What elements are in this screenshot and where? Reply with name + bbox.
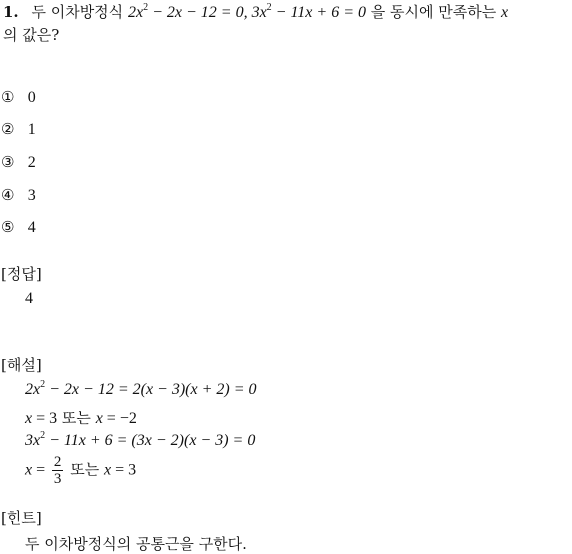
question-equations: $2x^2 - 2x - 12 = 0$, $3x^2 - 11x + 6 = 0$ <box>127 2 366 21</box>
option-1-marker: ① <box>1 88 15 106</box>
hint-label: [힌트] <box>1 509 42 527</box>
explanation-root-2: x = −2 <box>95 410 137 427</box>
option-1-value: 0 <box>27 89 36 106</box>
option-3-value: 2 <box>27 154 36 171</box>
option-4-marker: ④ <box>1 186 15 204</box>
option-4-value: 3 <box>27 187 36 204</box>
question-line-1 <box>3 1 508 22</box>
option-5[interactable] <box>1 218 36 237</box>
option-3-marker: ③ <box>1 153 15 171</box>
option-2-marker: ② <box>1 120 15 138</box>
explanation-or-2: 또는 <box>70 460 100 479</box>
explanation-label: [해설] <box>1 356 42 374</box>
answer-value: 4 <box>25 290 33 307</box>
hint-text: 두 이차방정식의 공통근을 구한다. <box>25 535 247 553</box>
explanation-line-1: $2x^2 - 2x - 12 = 2(x - 3)(x + 2) = 0$ <box>25 379 257 398</box>
explanation-line-4 <box>25 454 136 487</box>
question-variable: x <box>501 4 509 21</box>
option-5-marker: ⑤ <box>1 218 15 236</box>
explanation-line-3: $3x^2 - 11x + 6 = (3x - 2)(x - 3) = 0$ <box>25 430 256 449</box>
option-5-value: 4 <box>27 219 36 236</box>
explanation-root-1: x = 3 <box>25 410 58 427</box>
option-3[interactable] <box>1 153 36 172</box>
explanation-root-3: x = <box>25 461 46 479</box>
question-text-suffix: 을 동시에 만족하는 <box>370 3 497 21</box>
fraction-numerator: 2 <box>53 454 62 470</box>
explanation-root-4: x = 3 <box>103 461 137 479</box>
option-2-value: 1 <box>27 121 36 138</box>
question-number: 1. <box>3 3 19 21</box>
option-1[interactable] <box>1 88 36 107</box>
explanation-or-1: 또는 <box>61 409 91 427</box>
question-line-2: 의 값은? <box>3 26 60 44</box>
answer-label: [정답] <box>1 265 42 283</box>
explanation-line-2 <box>25 407 137 428</box>
fraction-two-thirds <box>52 454 64 487</box>
option-4[interactable] <box>1 186 36 205</box>
option-2[interactable] <box>1 120 36 139</box>
fraction-denominator: 3 <box>53 471 62 487</box>
question-text-prefix: 두 이차방정식 <box>31 3 124 21</box>
